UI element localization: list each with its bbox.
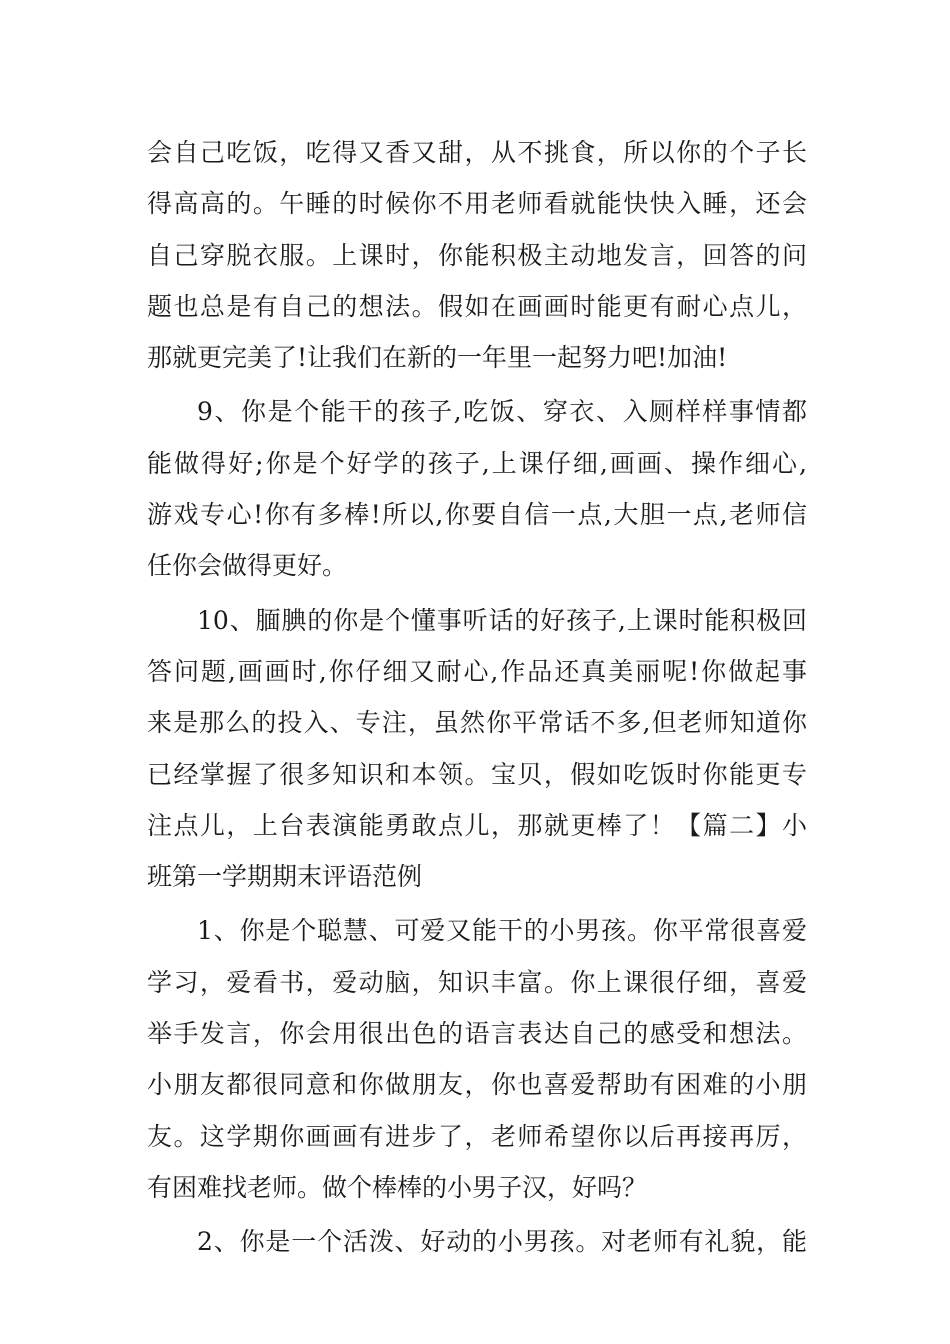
text-line: 举手发言，你会用很出色的语言表达自己的感受和想法。 [147, 1019, 807, 1049]
text-line: 那就更完美了!让我们在新的一年里一起努力吧!加油! [147, 343, 728, 373]
text-line: 班第一学期期末评语范例 [147, 862, 423, 892]
paragraph-4 [147, 905, 807, 1213]
text-line: 游戏专心!你有多棒!所以,你要自信一点,大胆一点,老师信 [147, 500, 807, 530]
text-line: 题也总是有自己的想法。假如在画画时能更有耐心点儿， [147, 291, 807, 321]
text-line: 已经掌握了很多知识和本领。宝贝，假如吃饭时你能更专 [147, 759, 807, 789]
text-line: 能做得好;你是个好学的孩子,上课仔细,画画、操作细心, [147, 448, 807, 478]
paragraph-1 [147, 127, 807, 383]
text-line: 学习，爱看书，爱动脑，知识丰富。你上课很仔细，喜爱 [147, 967, 807, 997]
paragraph-5 [147, 1216, 807, 1267]
text-line: 2、你是一个活泼、好动的小男孩。对老师有礼貌，能 [197, 1227, 807, 1257]
text-line: 得高高的。午睡的时候你不用老师看就能快快入睡，还会 [147, 189, 807, 219]
text-line: 会自己吃饭，吃得又香又甜，从不挑食，所以你的个子长 [147, 138, 807, 167]
text-line: 1、你是个聪慧、可爱又能干的小男孩。你平常很喜爱 [197, 916, 807, 946]
body-text [147, 127, 807, 1268]
text-line: 友。这学期你画画有进步了，老师希望你以后再接再厉， [147, 1121, 807, 1151]
text-line: 答问题,画画时,你仔细又耐心,作品还真美丽呢!你做起事 [147, 656, 807, 686]
text-line: 10、腼腆的你是个懂事听话的好孩子,上课时能积极回 [197, 605, 807, 635]
text-line: 小朋友都很同意和你做朋友，你也喜爱帮助有困难的小朋 [147, 1070, 807, 1100]
text-line: 自己穿脱衣服。上课时，你能积极主动地发言，回答的问 [147, 240, 807, 270]
text-line: 来是那么的投入、专注，虽然你平常话不多,但老师知道你 [147, 708, 807, 738]
text-line: 9、你是个能干的孩子,吃饭、穿衣、入厕样样事情都 [197, 397, 807, 427]
text-line: 任你会做得更好。 [147, 551, 348, 581]
paragraph-2 [147, 386, 807, 591]
paragraph-3 [147, 595, 807, 903]
text-line: 有困难找老师。做个棒棒的小男子汉，好吗？ [147, 1172, 648, 1202]
text-line: 注点儿，上台表演能勇敢点儿，那就更棒了！【篇二】小 [147, 810, 807, 840]
